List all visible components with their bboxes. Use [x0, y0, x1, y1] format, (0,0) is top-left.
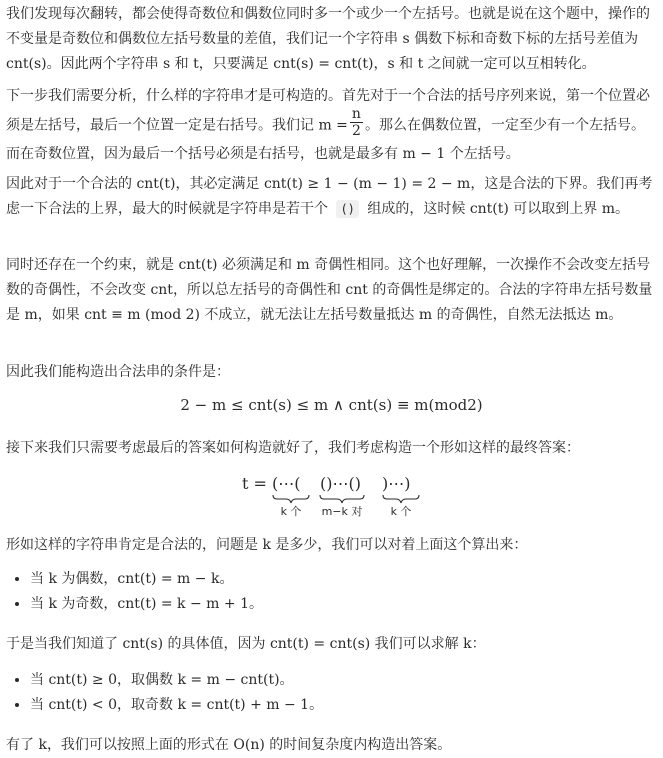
text: 之间就一定可以互相转化。: [423, 56, 596, 72]
math-fraction: [350, 106, 363, 139]
paragraph-condition: 因此我们能构造出合法串的条件是：: [6, 364, 230, 380]
text: 当: [30, 672, 49, 688]
formula-answer: [0, 468, 663, 520]
text: 有了: [6, 737, 39, 753]
math-equation: cnt(t) = cnt(s): [269, 636, 371, 652]
text: 我们发现每次翻转，都会使得奇数位和偶数位同时多一个或少一个左括号。也就是说在这个题中，操作的不变量是奇数位和偶数位左括号数量的差值，我们记一个字符串: [6, 6, 650, 47]
text: 的具体值，因为: [163, 636, 270, 652]
math-k: k: [463, 636, 472, 652]
text: 。那么在偶数位置，一定至少有一个左括号。而在奇数位置，因为最后一个括号必须是右括号，也就是最多有: [6, 117, 645, 162]
text: 因此对于一个合法的: [6, 176, 137, 192]
underbrace-label-middle: m−k 对: [321, 505, 363, 518]
text: 和: [170, 56, 194, 72]
math-k: k: [48, 571, 57, 587]
list-k-cases: [6, 567, 655, 617]
text: 当: [30, 596, 49, 612]
underbrace-left: [273, 495, 309, 503]
math-m: m: [418, 307, 433, 323]
math-k: k: [38, 737, 47, 753]
text: 于是当我们知道了: [6, 636, 123, 652]
fraction-numerator: n: [351, 106, 361, 122]
text: 奇偶性相同。这个也好理解，一次操作不会改变左括号数的奇偶性，不会改变: [6, 257, 651, 298]
math-t: t: [193, 56, 199, 72]
paragraph-find-k: [6, 533, 655, 558]
text: 形如这样的字符串肯定是合法的，问题是: [6, 537, 263, 553]
group-left-parens: (⋯(: [272, 474, 301, 493]
math-k: k: [48, 596, 57, 612]
math-cnt: cnt: [150, 282, 173, 298]
list-item: [30, 668, 655, 693]
text: 。因此两个字符串: [46, 56, 164, 72]
text: ，如果: [37, 307, 85, 323]
fraction-denominator: 2: [351, 123, 361, 139]
paragraph-bounds: [6, 172, 655, 222]
text: ，: [373, 56, 388, 72]
math-cnt-t: cnt(t): [178, 257, 218, 273]
text: ，取偶数: [117, 672, 178, 688]
math-congruence: cnt ≡ m (mod 2): [84, 307, 200, 323]
text: 。: [608, 307, 623, 323]
underbrace-middle: [320, 495, 364, 503]
math-condition: cnt(t) ≥ 0: [48, 672, 118, 688]
text: ，所以总左括号的奇偶性和: [172, 282, 346, 298]
text: 下一步我们需要分析，什么样的字符串才是可构造的。首先对于一个合法的括号序列来说，第一个位置必须是左括号，最后一个位置一定是右括号。我们记: [6, 88, 650, 134]
text: ，其必定满足: [175, 176, 264, 192]
text: 。: [219, 571, 234, 587]
text: 可以取到上界: [508, 201, 602, 217]
paragraph-answer-form: 接下来我们只需要考虑最后的答案如何构造就好了，我们考虑构造一个形如这样的最终答案：: [6, 440, 580, 456]
text: 为奇数，: [56, 596, 118, 612]
text: ：: [471, 636, 486, 652]
text: 不成立，就无法让左括号数量抵达: [199, 307, 419, 323]
text: 。: [279, 672, 294, 688]
math-cnt-s: cnt(s): [6, 56, 47, 72]
text: 是多少，我们可以对着上面这个算出来：: [270, 537, 528, 553]
math-m-eq: m =: [318, 117, 348, 134]
math-m: m: [296, 257, 310, 273]
paragraph-invariant: [6, 2, 655, 77]
list-solutions: [6, 668, 655, 718]
underbrace-formula: [0, 468, 663, 520]
text: 。: [248, 596, 263, 612]
math-inequality: cnt(t) ≥ 1 − (m − 1) = 2 − m: [263, 176, 471, 192]
math-expression: cnt(t) = m − k: [117, 571, 220, 587]
text: 组成的，这时候: [362, 201, 470, 217]
paragraph-conclusion: [6, 733, 655, 758]
text: 必须满足和: [217, 257, 297, 273]
math-expression: k = cnt(t) + m − 1: [177, 697, 310, 713]
paragraph-solve-k: [6, 632, 655, 657]
text: 偶数下标和奇数下标的左括号差值为: [409, 31, 639, 47]
text: 的时间复杂度内构造出答案。: [264, 737, 452, 753]
group-right-parens: )⋯): [382, 474, 411, 493]
text: 当: [30, 571, 49, 587]
list-item: [30, 693, 655, 718]
math-t: t: [417, 56, 424, 72]
math-cnt-t: cnt(t): [136, 176, 176, 192]
underbrace-label-right: k 个: [390, 505, 412, 518]
text: 同时还存在一个约束，就是: [6, 257, 179, 273]
math-s: s: [163, 56, 171, 72]
text: ，取奇数: [117, 697, 178, 713]
text: 为偶数，: [56, 571, 118, 587]
paragraph-construct: [6, 84, 655, 167]
text: ，只要满足: [198, 56, 274, 72]
math-expression: k = m − cnt(t): [177, 672, 280, 688]
underbrace-label-left: k 个: [280, 505, 302, 518]
math-s: s: [402, 31, 410, 47]
text: 。: [309, 697, 324, 713]
list-item: [30, 567, 655, 592]
math-m: m: [595, 307, 609, 323]
text: 个左括号。: [445, 146, 520, 162]
text: ，这是合法的下界。我们再考虑一下合法的上界，最大的时候就是字符串是若干个: [6, 176, 653, 217]
paragraph-parity: [6, 253, 655, 328]
text: 当: [30, 697, 49, 713]
math-big-o: O(n): [233, 737, 265, 753]
math-equation: cnt(s) = cnt(t): [273, 56, 374, 72]
formula-lhs: t =: [242, 474, 267, 493]
text: 和: [394, 56, 418, 72]
text: 的奇偶性，自然无法抵达: [432, 307, 596, 323]
math-cnt-t: cnt(t): [469, 201, 509, 217]
math-expression: cnt(t) = k − m + 1: [117, 596, 249, 612]
math-m: m: [601, 201, 616, 217]
math-s: s: [387, 56, 395, 72]
math-cnt: cnt: [345, 282, 368, 298]
underbrace-right: [383, 495, 419, 503]
formula-condition: 2 − m ≤ cnt(s) ≤ m ∧ cnt(s) ≡ m(mod2): [180, 396, 483, 414]
list-item: [30, 592, 655, 617]
math-condition: cnt(t) < 0: [48, 697, 118, 713]
math-k: k: [262, 537, 271, 553]
group-pairs: ()⋯(): [320, 474, 361, 493]
text: ，我们可以按照上面的形式在: [46, 737, 234, 753]
inline-code: (): [336, 200, 358, 218]
text: 我们可以求解: [370, 636, 464, 652]
text: 的奇偶性是绑定的。合法的字符串左括号数量是: [6, 282, 653, 323]
text: 。: [615, 201, 630, 217]
math-cnt-s: cnt(s): [122, 636, 164, 652]
math-m: m: [24, 307, 38, 323]
math-m-minus-1: m − 1: [402, 146, 446, 162]
